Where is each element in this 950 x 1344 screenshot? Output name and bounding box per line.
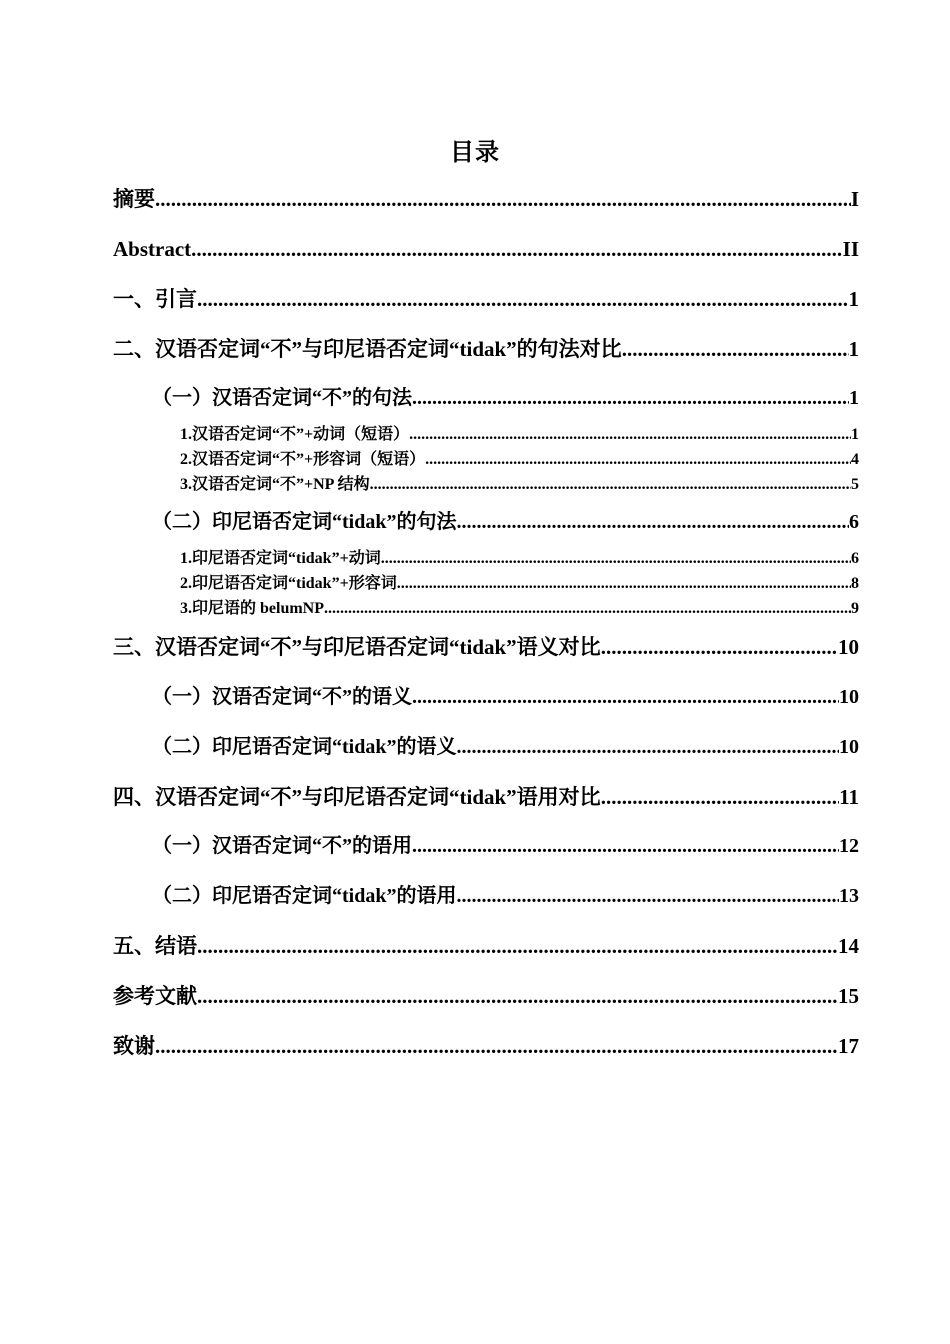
toc-entry-2-1[interactable] (152, 383, 859, 413)
toc-entry-label: 3.汉语否定词“不”+NP 结构 (180, 476, 370, 493)
toc-entry-page: 9 (851, 600, 859, 617)
toc-entry-4-2[interactable] (152, 881, 859, 911)
toc-entry-label: 2.印尼语否定词“tidak”+形容词 (180, 575, 397, 592)
toc-entry-page: 10 (838, 635, 859, 659)
toc-entry-label: 参考文献 (113, 984, 197, 1008)
toc-entry-label: 摘要 (113, 187, 155, 211)
toc-entry-page: 8 (851, 575, 859, 592)
toc-dot-leader (197, 981, 838, 1011)
toc-entry-abstract-en[interactable] (113, 234, 859, 264)
toc-entry-label: 二、汉语否定词“不”与印尼语否定词“tidak”的句法对比 (113, 337, 622, 361)
toc-entry-page: I (850, 187, 859, 211)
toc-entry-page: 10 (839, 736, 859, 758)
toc-dot-leader (324, 598, 851, 620)
toc-entry-page: 5 (851, 476, 859, 493)
toc-entry-label: 三、汉语否定词“不”与印尼语否定词“tidak”语义对比 (113, 635, 601, 659)
toc-entry-label: （一）汉语否定词“不”的语义 (152, 686, 412, 708)
toc-dot-leader (397, 573, 851, 595)
toc-title: 目录 (450, 140, 500, 166)
toc-dot-leader (456, 732, 839, 762)
toc-entry-label: （一）汉语否定词“不”的语用 (152, 835, 412, 857)
toc-entry-label: （二）印尼语否定词“tidak”的句法 (152, 511, 457, 533)
toc-entry-chapter-2[interactable] (113, 334, 859, 364)
toc-entry-2-1-1[interactable] (180, 424, 859, 446)
toc-dot-leader (370, 474, 851, 496)
toc-dot-leader (409, 424, 851, 446)
toc-entry-page: 1 (851, 426, 859, 443)
toc-entry-chapter-3[interactable] (113, 632, 859, 662)
toc-entry-page: 10 (839, 686, 859, 708)
toc-dot-leader (412, 383, 849, 413)
toc-entry-introduction[interactable] (113, 284, 859, 314)
toc-entry-references[interactable] (113, 981, 859, 1011)
toc-dot-leader (456, 881, 839, 911)
toc-dot-leader (425, 449, 851, 471)
toc-entry-label: 2.汉语否定词“不”+形容词（短语） (180, 451, 426, 468)
toc-entry-page: 1 (848, 337, 859, 361)
toc-dot-leader (381, 548, 851, 570)
toc-entry-2-1-3[interactable] (180, 474, 859, 496)
toc-entry-label: （一）汉语否定词“不”的句法 (152, 387, 412, 409)
toc-entry-page: 11 (839, 785, 859, 809)
toc-dot-leader (155, 184, 851, 214)
toc-dot-leader (622, 334, 849, 364)
toc-entry-abstract-cn[interactable] (113, 184, 859, 214)
toc-dot-leader (601, 782, 839, 812)
toc-dot-leader (601, 632, 838, 662)
toc-entry-2-1-2[interactable] (180, 449, 859, 471)
toc-entry-2-2-2[interactable] (180, 573, 859, 595)
toc-entry-label: （二）印尼语否定词“tidak”的语用 (152, 885, 457, 907)
toc-entry-3-2[interactable] (152, 732, 859, 762)
toc-entry-3-1[interactable] (152, 682, 859, 712)
toc-entry-2-2[interactable] (152, 507, 859, 537)
toc-entry-2-2-1[interactable] (180, 548, 859, 570)
toc-entry-page: 14 (838, 934, 859, 958)
toc-entry-acknowledgements[interactable] (113, 1031, 859, 1061)
toc-entry-label: 3.印尼语的 belumNP (180, 600, 325, 617)
toc-entry-page: 4 (851, 451, 859, 468)
toc-entry-page: 6 (851, 550, 859, 567)
toc-entry-page: 1 (849, 387, 859, 409)
toc-entry-label: 1.汉语否定词“不”+动词（短语） (180, 426, 410, 443)
toc-entry-label: 1.印尼语否定词“tidak”+动词 (180, 550, 381, 567)
toc-entry-page: 12 (839, 835, 859, 857)
toc-entry-page: 15 (838, 984, 859, 1008)
toc-entry-label: 五、结语 (113, 934, 197, 958)
toc-entry-page: II (842, 237, 859, 261)
toc-entry-page: 1 (848, 287, 859, 311)
toc-entry-label: 四、汉语否定词“不”与印尼语否定词“tidak”语用对比 (113, 785, 601, 809)
toc-dot-leader (456, 507, 849, 537)
toc-entry-conclusion[interactable] (113, 931, 859, 961)
toc-entry-label: 一、引言 (113, 287, 197, 311)
toc-dot-leader (197, 284, 849, 314)
toc-entry-4-1[interactable] (152, 831, 859, 861)
toc-entry-chapter-4[interactable] (113, 782, 859, 812)
toc-entry-label: Abstract (113, 237, 192, 261)
toc-dot-leader (191, 234, 842, 264)
toc-entry-label: 致谢 (113, 1034, 155, 1058)
toc-entry-label: （二）印尼语否定词“tidak”的语义 (152, 736, 457, 758)
toc-dot-leader (412, 682, 839, 712)
toc-entry-2-2-3[interactable] (180, 598, 859, 620)
toc-dot-leader (197, 931, 838, 961)
toc-dot-leader (155, 1031, 838, 1061)
toc-entry-page: 17 (838, 1034, 859, 1058)
toc-entry-page: 6 (849, 511, 859, 533)
toc-entry-page: 13 (839, 885, 859, 907)
toc-dot-leader (412, 831, 839, 861)
